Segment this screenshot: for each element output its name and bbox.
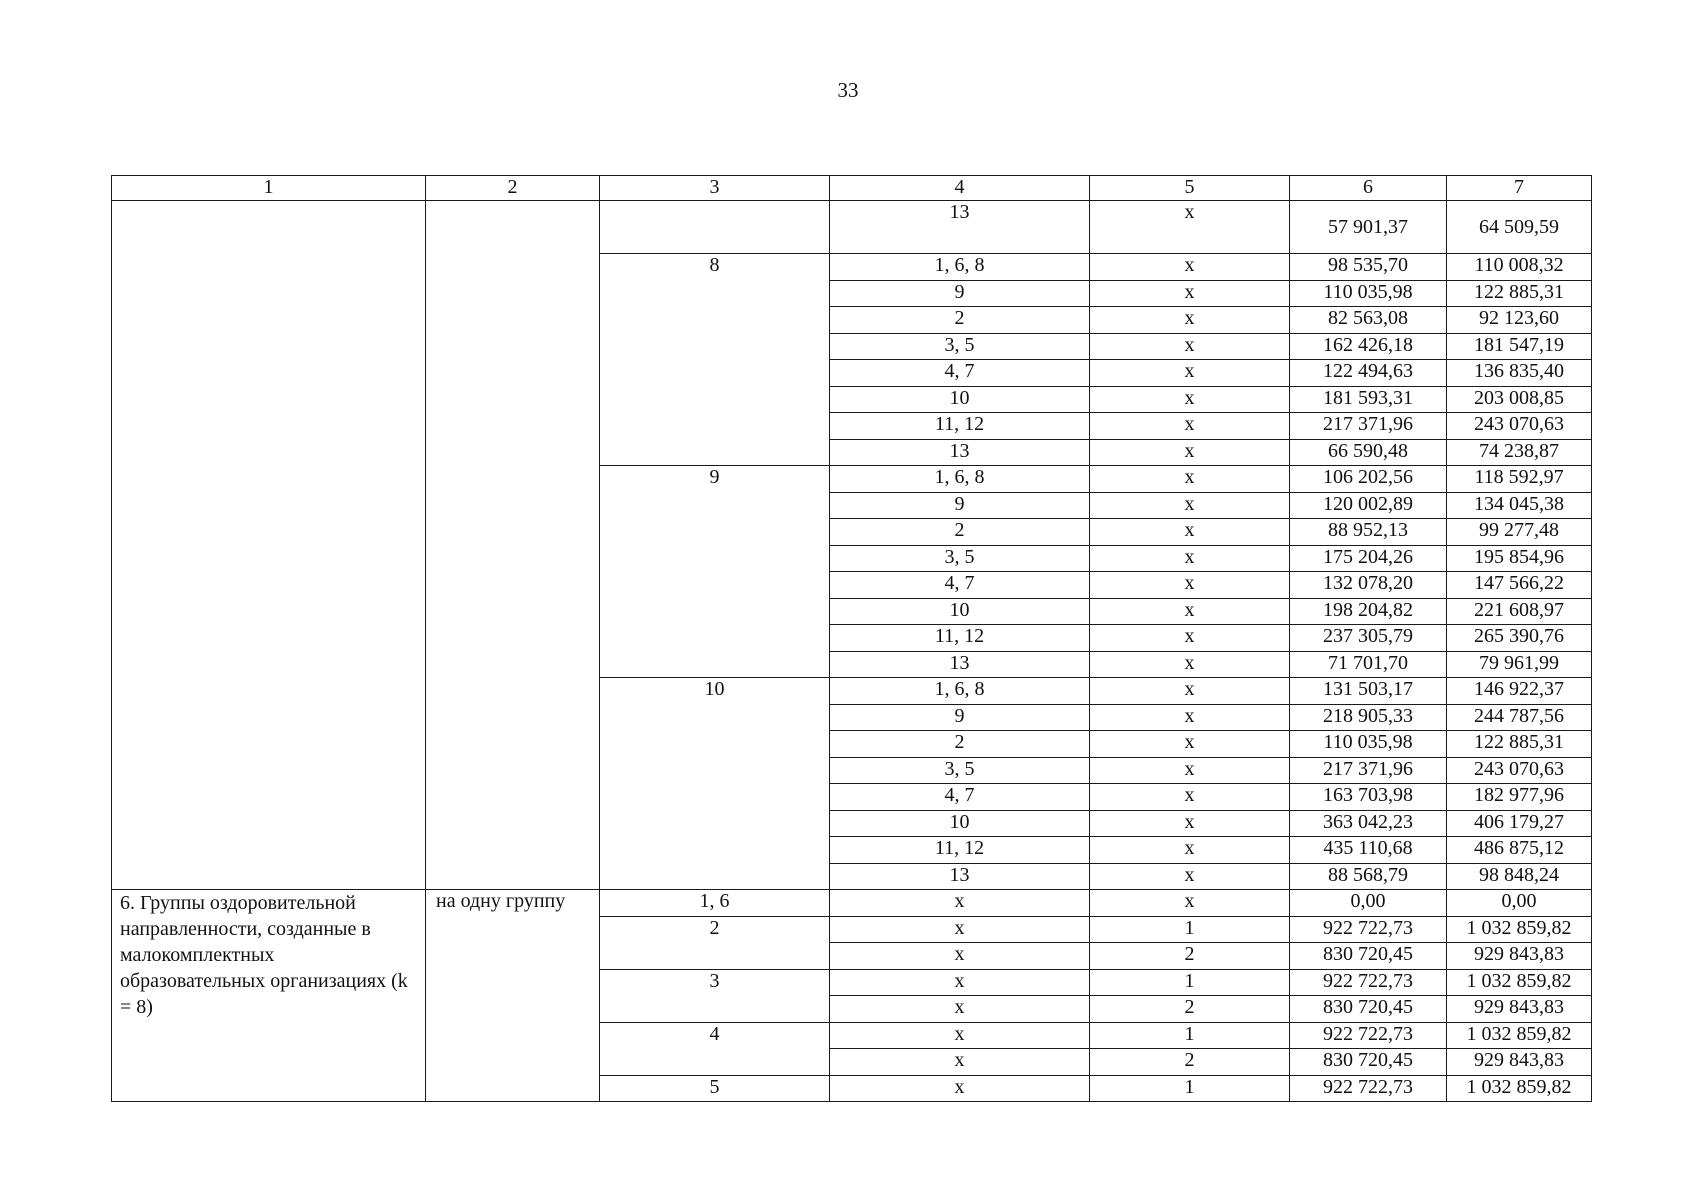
group-label: 5 bbox=[600, 1075, 830, 1102]
cell-value: 4, 7 bbox=[830, 572, 1090, 599]
cell-value: 0,00 bbox=[1290, 890, 1447, 917]
cell-value: 11, 12 bbox=[830, 413, 1090, 440]
cell-value: 1 bbox=[1090, 1022, 1290, 1049]
cell-value: 181 593,31 bbox=[1290, 386, 1447, 413]
cell-value: 120 002,89 bbox=[1290, 492, 1447, 519]
cell-value: х bbox=[1090, 890, 1290, 917]
cell-value: 122 885,31 bbox=[1447, 280, 1592, 307]
table-row bbox=[112, 890, 1592, 917]
cell-value: 198 204,82 bbox=[1290, 598, 1447, 625]
cell-value: 243 070,63 bbox=[1447, 413, 1592, 440]
cell-value: 118 592,97 bbox=[1447, 466, 1592, 493]
cell-value: х bbox=[1090, 598, 1290, 625]
cell-value: 243 070,63 bbox=[1447, 757, 1592, 784]
cell-value: х bbox=[830, 1022, 1090, 1049]
cell-value: 92 123,60 bbox=[1447, 307, 1592, 334]
cell-value: 2 bbox=[830, 519, 1090, 546]
tariff-table bbox=[111, 175, 1592, 1102]
empty-cell bbox=[600, 201, 830, 254]
cell-value: х bbox=[1090, 810, 1290, 837]
column-header: 5 bbox=[1090, 176, 1290, 201]
cell-value: х bbox=[1090, 360, 1290, 387]
group-label: 2 bbox=[600, 916, 830, 969]
cell-value: 13 bbox=[830, 439, 1090, 466]
cell-value: 1, 6, 8 bbox=[830, 254, 1090, 281]
cell-value: 203 008,85 bbox=[1447, 386, 1592, 413]
cell-value: 57 901,37 bbox=[1290, 201, 1447, 254]
cell-value: 110 035,98 bbox=[1290, 280, 1447, 307]
cell-value: 1 032 859,82 bbox=[1447, 916, 1592, 943]
cell-value: 163 703,98 bbox=[1290, 784, 1447, 811]
cell-value: х bbox=[1090, 466, 1290, 493]
empty-cell bbox=[112, 201, 426, 890]
cell-value: 1 032 859,82 bbox=[1447, 969, 1592, 996]
cell-value: 2 bbox=[1090, 996, 1290, 1023]
cell-value: х bbox=[1090, 784, 1290, 811]
cell-value: 1 bbox=[1090, 916, 1290, 943]
cell-value: 13 bbox=[830, 651, 1090, 678]
cell-value: 88 952,13 bbox=[1290, 519, 1447, 546]
cell-value: 4, 7 bbox=[830, 360, 1090, 387]
section-description: 6. Группы оздоровительной направленности, созданные в малокомплектных образовательных организациях (k = 8) bbox=[112, 890, 426, 1102]
cell-value: х bbox=[1090, 731, 1290, 758]
group-label: 9 bbox=[600, 466, 830, 678]
cell-value: 486 875,12 bbox=[1447, 837, 1592, 864]
cell-value: 1 bbox=[1090, 1075, 1290, 1102]
cell-value: 9 bbox=[830, 704, 1090, 731]
cell-value: 929 843,83 bbox=[1447, 996, 1592, 1023]
cell-value: 195 854,96 bbox=[1447, 545, 1592, 572]
empty-cell bbox=[426, 201, 600, 890]
cell-value: х bbox=[1090, 280, 1290, 307]
group-label: 3 bbox=[600, 969, 830, 1022]
cell-value: 66 590,48 bbox=[1290, 439, 1447, 466]
cell-value: 10 bbox=[830, 598, 1090, 625]
group-label: 10 bbox=[600, 678, 830, 890]
cell-value: 435 110,68 bbox=[1290, 837, 1447, 864]
cell-value: х bbox=[1090, 519, 1290, 546]
cell-value: х bbox=[1090, 439, 1290, 466]
cell-value: х bbox=[1090, 386, 1290, 413]
cell-value: х bbox=[1090, 413, 1290, 440]
cell-value: 217 371,96 bbox=[1290, 413, 1447, 440]
cell-value: 9 bbox=[830, 280, 1090, 307]
cell-value: 221 608,97 bbox=[1447, 598, 1592, 625]
cell-value: 406 179,27 bbox=[1447, 810, 1592, 837]
cell-value: 162 426,18 bbox=[1290, 333, 1447, 360]
table-row bbox=[112, 201, 1592, 254]
cell-value: 218 905,33 bbox=[1290, 704, 1447, 731]
cell-value: 929 843,83 bbox=[1447, 943, 1592, 970]
cell-value: 13 bbox=[830, 201, 1090, 254]
cell-value: х bbox=[1090, 625, 1290, 652]
cell-value: х bbox=[1090, 492, 1290, 519]
cell-value: 132 078,20 bbox=[1290, 572, 1447, 599]
cell-value: 4, 7 bbox=[830, 784, 1090, 811]
cell-value: х bbox=[1090, 757, 1290, 784]
cell-value: 237 305,79 bbox=[1290, 625, 1447, 652]
cell-value: 1 032 859,82 bbox=[1447, 1075, 1592, 1102]
cell-value: 106 202,56 bbox=[1290, 466, 1447, 493]
cell-value: 929 843,83 bbox=[1447, 1049, 1592, 1076]
cell-value: х bbox=[1090, 863, 1290, 890]
cell-value: 10 bbox=[830, 810, 1090, 837]
cell-value: 3, 5 bbox=[830, 545, 1090, 572]
cell-value: 2 bbox=[1090, 1049, 1290, 1076]
cell-value: х bbox=[830, 969, 1090, 996]
cell-value: 922 722,73 bbox=[1290, 1022, 1447, 1049]
cell-value: 147 566,22 bbox=[1447, 572, 1592, 599]
cell-value: х bbox=[830, 1049, 1090, 1076]
cell-value: 9 bbox=[830, 492, 1090, 519]
cell-value: х bbox=[830, 943, 1090, 970]
cell-value: 110 008,32 bbox=[1447, 254, 1592, 281]
column-header: 3 bbox=[600, 176, 830, 201]
column-header: 6 bbox=[1290, 176, 1447, 201]
cell-value: 181 547,19 bbox=[1447, 333, 1592, 360]
cell-value: 99 277,48 bbox=[1447, 519, 1592, 546]
cell-value: 10 bbox=[830, 386, 1090, 413]
cell-value: 175 204,26 bbox=[1290, 545, 1447, 572]
cell-value: 265 390,76 bbox=[1447, 625, 1592, 652]
cell-value: 217 371,96 bbox=[1290, 757, 1447, 784]
column-header: 1 bbox=[112, 176, 426, 201]
cell-value: 131 503,17 bbox=[1290, 678, 1447, 705]
cell-value: 2 bbox=[830, 731, 1090, 758]
cell-value: 98 848,24 bbox=[1447, 863, 1592, 890]
cell-value: х bbox=[1090, 307, 1290, 334]
cell-value: 122 885,31 bbox=[1447, 731, 1592, 758]
cell-value: 134 045,38 bbox=[1447, 492, 1592, 519]
group-label: 1, 6 bbox=[600, 890, 830, 917]
header-row bbox=[112, 176, 1592, 201]
cell-value: 2 bbox=[1090, 943, 1290, 970]
cell-value: 82 563,08 bbox=[1290, 307, 1447, 334]
cell-value: 122 494,63 bbox=[1290, 360, 1447, 387]
cell-value: х bbox=[1090, 333, 1290, 360]
cell-value: 74 238,87 bbox=[1447, 439, 1592, 466]
cell-value: 146 922,37 bbox=[1447, 678, 1592, 705]
cell-value: х bbox=[1090, 651, 1290, 678]
cell-value: 1, 6, 8 bbox=[830, 678, 1090, 705]
cell-value: 11, 12 bbox=[830, 837, 1090, 864]
cell-value: 79 961,99 bbox=[1447, 651, 1592, 678]
cell-value: х bbox=[1090, 678, 1290, 705]
cell-value: 363 042,23 bbox=[1290, 810, 1447, 837]
section-unit: на одну группу bbox=[426, 890, 600, 1102]
cell-value: х bbox=[1090, 545, 1290, 572]
column-header: 4 bbox=[830, 176, 1090, 201]
cell-value: 1, 6, 8 bbox=[830, 466, 1090, 493]
cell-value: 0,00 bbox=[1447, 890, 1592, 917]
cell-value: 830 720,45 bbox=[1290, 943, 1447, 970]
cell-value: 3, 5 bbox=[830, 757, 1090, 784]
cell-value: 830 720,45 bbox=[1290, 1049, 1447, 1076]
cell-value: 244 787,56 bbox=[1447, 704, 1592, 731]
cell-value: х bbox=[830, 996, 1090, 1023]
group-label: 4 bbox=[600, 1022, 830, 1075]
column-header: 2 bbox=[426, 176, 600, 201]
cell-value: х bbox=[1090, 704, 1290, 731]
cell-value: 922 722,73 bbox=[1290, 969, 1447, 996]
column-header: 7 bbox=[1447, 176, 1592, 201]
cell-value: 2 bbox=[830, 307, 1090, 334]
group-label: 8 bbox=[600, 254, 830, 466]
cell-value: х bbox=[1090, 572, 1290, 599]
cell-value: 88 568,79 bbox=[1290, 863, 1447, 890]
cell-value: 98 535,70 bbox=[1290, 254, 1447, 281]
cell-value: 110 035,98 bbox=[1290, 731, 1447, 758]
cell-value: х bbox=[830, 916, 1090, 943]
cell-value: х bbox=[830, 1075, 1090, 1102]
cell-value: 136 835,40 bbox=[1447, 360, 1592, 387]
cell-value: 1 032 859,82 bbox=[1447, 1022, 1592, 1049]
page-number: 33 bbox=[837, 78, 859, 102]
cell-value: 64 509,59 bbox=[1447, 201, 1592, 254]
cell-value: х bbox=[1090, 201, 1290, 254]
cell-value: х bbox=[830, 890, 1090, 917]
cell-value: 13 bbox=[830, 863, 1090, 890]
cell-value: х bbox=[1090, 837, 1290, 864]
cell-value: 922 722,73 bbox=[1290, 1075, 1447, 1102]
cell-value: 11, 12 bbox=[830, 625, 1090, 652]
cell-value: 182 977,96 bbox=[1447, 784, 1592, 811]
cell-value: 922 722,73 bbox=[1290, 916, 1447, 943]
cell-value: 1 bbox=[1090, 969, 1290, 996]
cell-value: 830 720,45 bbox=[1290, 996, 1447, 1023]
cell-value: 3, 5 bbox=[830, 333, 1090, 360]
cell-value: 71 701,70 bbox=[1290, 651, 1447, 678]
cell-value: х bbox=[1090, 254, 1290, 281]
